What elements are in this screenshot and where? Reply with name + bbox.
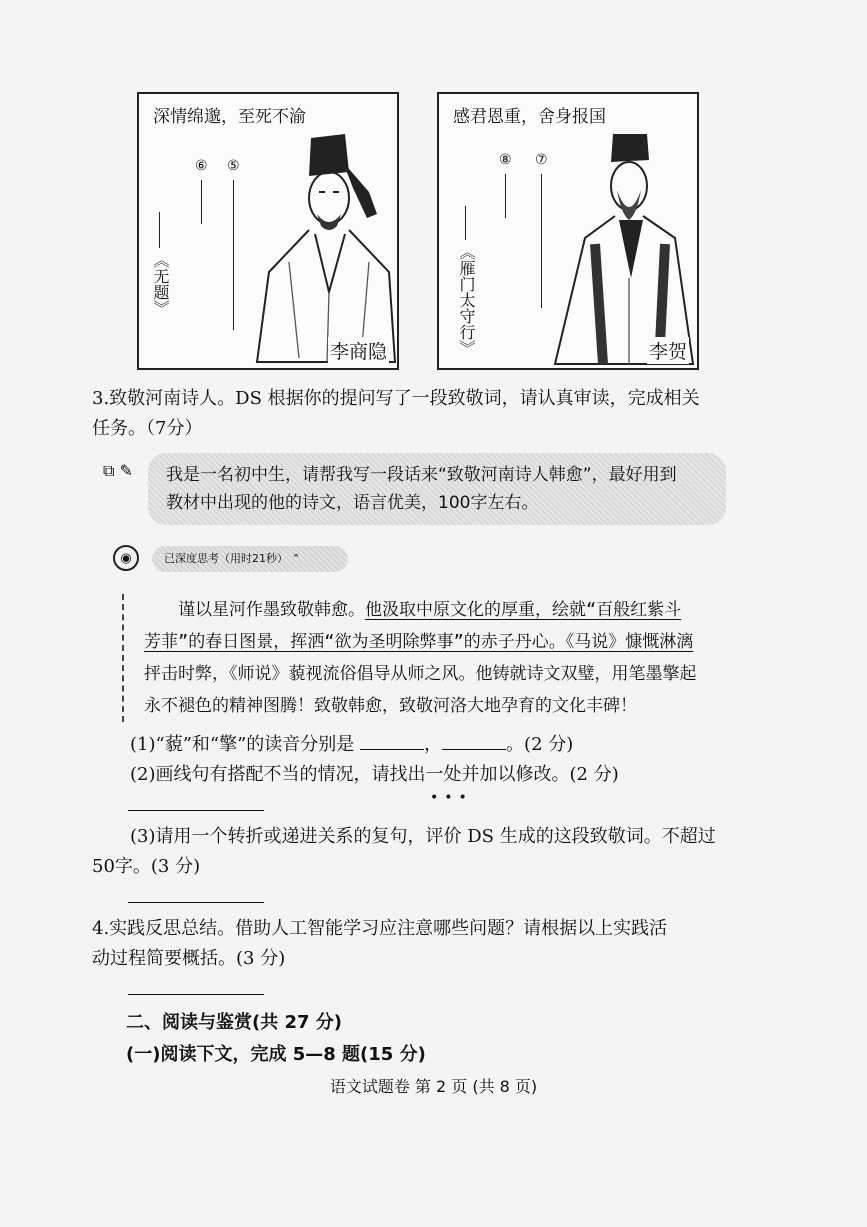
prompt-tool-icons bbox=[103, 461, 133, 481]
subsection-heading: (一)阅读下文，完成 5—8 题(15 分) bbox=[126, 1044, 426, 1065]
user-prompt-bubble bbox=[148, 453, 726, 525]
section-heading: 二、阅读与鉴赏(共 27 分) bbox=[126, 1012, 343, 1033]
prompt-line-1: 我是一名初中生，请帮我写一段话来“致敬河南诗人韩愈”，最好用到 bbox=[166, 465, 677, 485]
question-4 bbox=[92, 914, 752, 974]
blank-line-5 bbox=[233, 180, 234, 330]
answer-line-4: 永不褪色的精神图腾！致敬韩愈，致敬河洛大地孕育的文化丰碑！ bbox=[144, 696, 637, 716]
sub-question-1 bbox=[130, 730, 750, 760]
deep-think-toggle[interactable] bbox=[152, 546, 348, 572]
poet-name: 李商隐 bbox=[328, 337, 389, 364]
sub-question-2: (2)画线句有搭配不当的情况，请找出一处并加以修改。(2 分) bbox=[130, 764, 619, 785]
blank-number-6: ⑥ bbox=[195, 158, 208, 174]
answer-line-q2[interactable] bbox=[128, 810, 264, 811]
answer-line-q4[interactable] bbox=[128, 994, 264, 995]
answer-line-1-plain: 谨以星河作墨致敬韩愈。 bbox=[178, 600, 365, 620]
answer-line-1 bbox=[144, 594, 758, 626]
answer-line-2: 芳菲”的春日图景，挥洒“欲为圣明除弊事”的赤子丹心。《马说》慷慨淋漓 bbox=[144, 632, 694, 652]
blank-number-5: ⑤ bbox=[227, 158, 240, 174]
dash-line bbox=[159, 212, 160, 248]
answer-line-3: 抨击时弊，《师说》藐视流俗倡导从师之风。他铸就诗文双璧，用笔墨擎起 bbox=[144, 664, 697, 684]
card-title: 感君恩重，舍身报国 bbox=[453, 107, 606, 127]
answer-blank-2[interactable] bbox=[442, 731, 506, 750]
edit-icon[interactable]: ✎ bbox=[119, 461, 133, 480]
question-4-line-1: 4.实践反思总结。借助人工智能学习应注意哪些问题？请根据以上实践活 bbox=[92, 918, 668, 939]
question-3-line-1: 3.致敬河南诗人。DS 根据你的提问写了一段致敬词，请认真审读，完成相关 bbox=[92, 388, 700, 409]
sub-question-1-text: (1)“藐”和“擎”的读音分别是 bbox=[130, 734, 355, 755]
dash-line bbox=[465, 206, 466, 240]
blank-line-7 bbox=[541, 174, 542, 308]
answer-line-q3[interactable] bbox=[128, 902, 264, 903]
sub-question-1-score: 。(2 分) bbox=[506, 734, 574, 755]
sub-question-3-cont bbox=[92, 852, 752, 882]
blank-line-8-top bbox=[505, 174, 506, 218]
question-3-line-2: 任务。（7分） bbox=[92, 418, 203, 439]
prompt-line-2: 教材中出现的他的诗文，语言优美，100字左右。 bbox=[166, 493, 539, 513]
ai-answer-text bbox=[122, 594, 758, 722]
poet-card-li-shangyin bbox=[137, 92, 399, 370]
answer-underlined-sentence: 他汲取中原文化的厚重，绘就“百般红紫斗 bbox=[365, 600, 682, 620]
page-footer: 语文试题卷 第 2 页 (共 8 页) bbox=[329, 1077, 538, 1096]
blank-line-6-top bbox=[201, 180, 202, 224]
poet-name: 李贺 bbox=[647, 337, 689, 364]
deep-think-label: 已深度思考（用时21秒） bbox=[164, 552, 288, 565]
sub-question-3 bbox=[130, 822, 754, 852]
question-4-line-2: 动过程简要概括。(3 分) bbox=[92, 948, 286, 969]
card-title: 深情绵邈，至死不渝 bbox=[153, 107, 306, 127]
sub-question-3-line-1: (3)请用一个转折或递进关系的复句，评价 DS 生成的这段致敬词。不超过 bbox=[130, 826, 716, 847]
copy-icon[interactable]: ⧉ bbox=[103, 461, 115, 480]
book-title: 《无题》 bbox=[151, 252, 170, 316]
comma: ， bbox=[424, 734, 443, 755]
poet-card-li-he bbox=[437, 92, 699, 370]
poet-portrait-figure bbox=[249, 122, 397, 368]
blank-number-7: ⑦ bbox=[535, 152, 548, 168]
book-title: 《雁门太守行》 bbox=[457, 244, 476, 356]
answer-blank-1[interactable] bbox=[360, 731, 424, 750]
question-3 bbox=[92, 384, 752, 444]
sub-question-3-line-2: 50字。(3 分) bbox=[92, 856, 201, 877]
emphasis-dots: ••• bbox=[430, 790, 473, 806]
blank-number-8: ⑧ bbox=[499, 152, 512, 168]
chevron-up-icon: ⌃ bbox=[291, 552, 301, 565]
poet-portrait-figure bbox=[545, 128, 695, 370]
deep-think-icon: ◉ bbox=[113, 545, 139, 571]
